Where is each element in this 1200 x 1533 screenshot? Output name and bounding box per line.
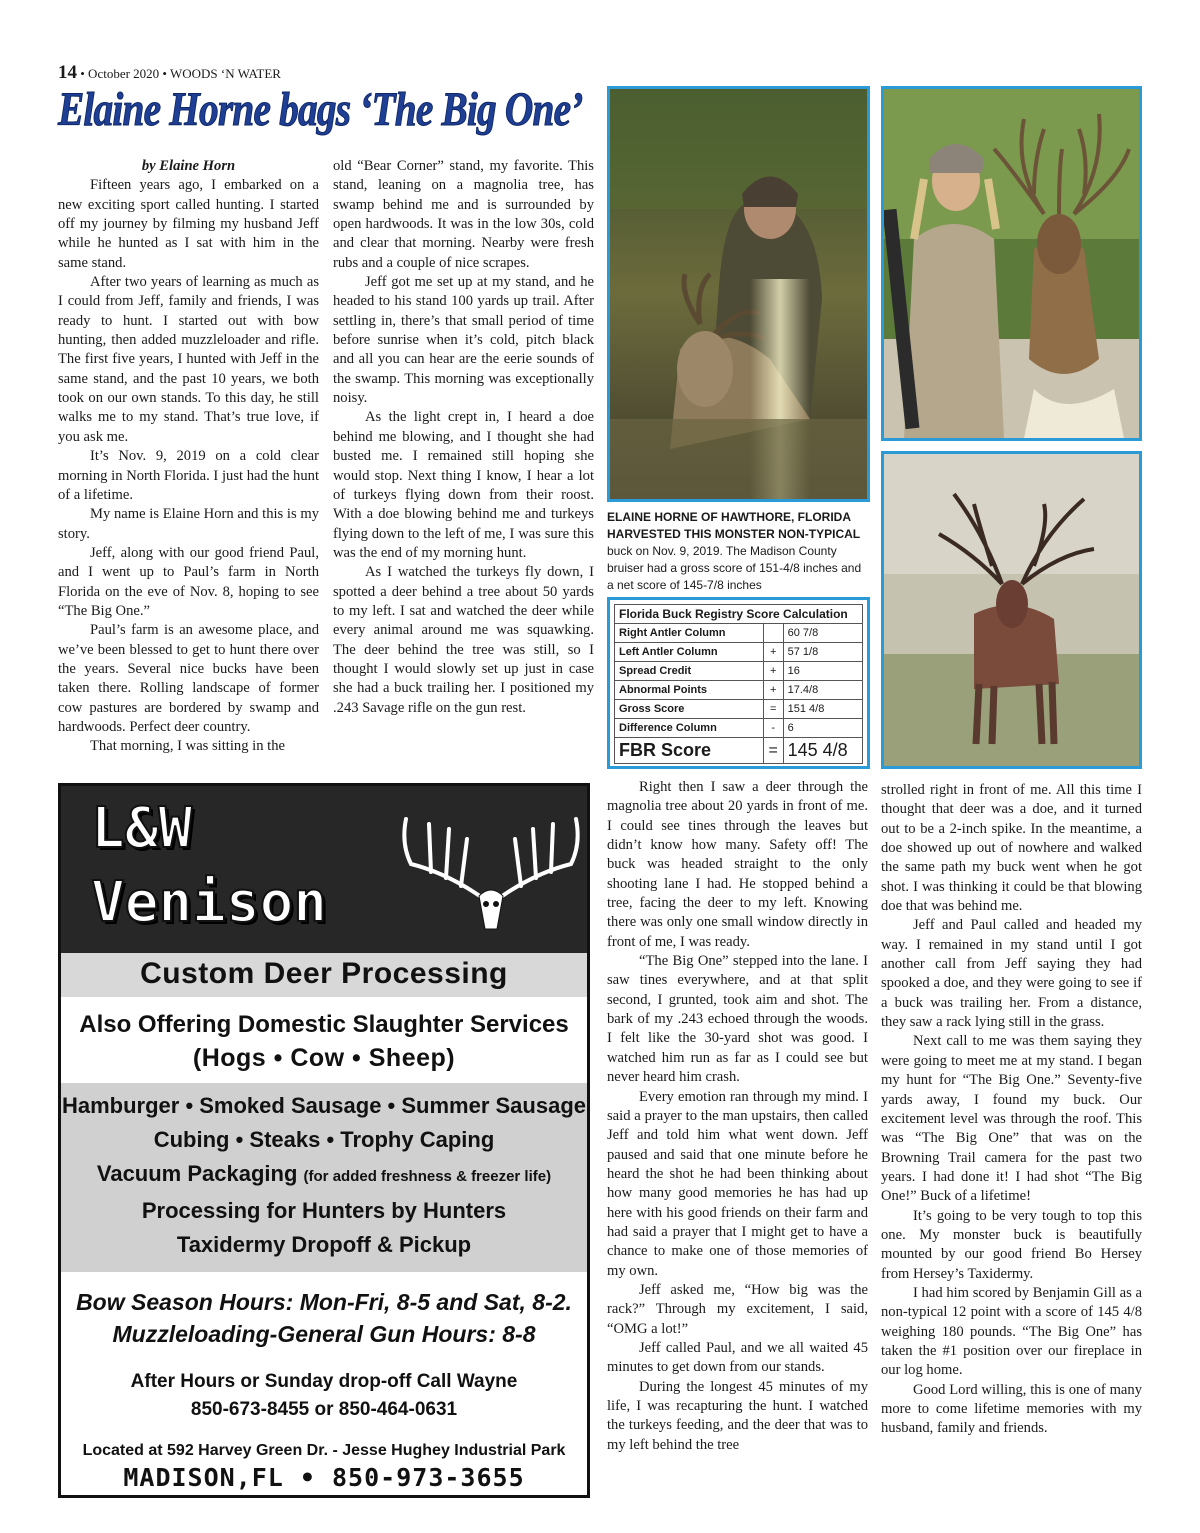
paragraph: Jeff asked me, “How big was the rack?” Through my excitement, I said, “OMG a lot!” bbox=[607, 1281, 868, 1337]
table-row bbox=[615, 700, 863, 719]
score-label: Difference Column bbox=[615, 719, 764, 738]
paragraph: Jeff and Paul called and headed my way. I remained in my stand until I got another call from Jeff saying they had spooked a doe, and they were going to see if a buck was trailing her. From a distance, they saw a rack lying still in the grass. bbox=[881, 917, 1142, 1031]
ad-after-hours: After Hours or Sunday drop-off Call Wayne bbox=[130, 1371, 518, 1392]
score-value: 16 bbox=[783, 662, 862, 681]
paragraph: Paul’s farm is an awesome place, and we’ve been blessed to get to hunt there over the years. Several nice bucks have been taken there. Rolling landscape of former cow pastures are bordered by swamp and hardwoods. Perfect deer country. bbox=[58, 622, 319, 735]
antler-skull-icon bbox=[391, 804, 591, 934]
page-folio bbox=[58, 62, 281, 84]
score-op: = bbox=[763, 700, 783, 719]
score-title: Florida Buck Registry Score Calculation bbox=[615, 605, 863, 624]
paragraph: Every emotion ran through my mind. I said a prayer to the man upstairs, then called Jeff and told him what went down. Jeff paused and said that one minute before he heard the shot he had been thinking about how many good memories he has had up here with his good friends on their farm and had said a prayer that I might get to have a chance to make one of those memories of my own. bbox=[607, 1088, 868, 1279]
ad-also-offering: Also Offering Domestic Slaughter Services bbox=[79, 1011, 569, 1038]
caption-lead: ELAINE HORNE OF HAWTHORE, FLORIDA HARVESTED THIS MONSTER NON-TYPICAL bbox=[607, 510, 861, 541]
photo-trail-camera-buck bbox=[881, 451, 1142, 769]
paragraph: That morning, I was sitting in the bbox=[90, 738, 285, 755]
score-op: + bbox=[763, 643, 783, 662]
table-row bbox=[615, 681, 863, 700]
paragraph: Right then I saw a deer through the magnolia tree about 20 yards in front of me. I could see tines through the leaves but didn’t know how many. Safety off! The buck was headed straight to the only shooting lane I had. He stopped behind a tree, facing the deer to my left. Knowing there was only one small window directly in front of me, I was ready. bbox=[607, 779, 868, 950]
photo-mounted-buck-image bbox=[884, 89, 1139, 438]
score-label: Right Antler Column bbox=[615, 624, 764, 643]
score-op: + bbox=[763, 681, 783, 700]
article-column-4 bbox=[881, 781, 1142, 1439]
score-table bbox=[614, 604, 863, 764]
score-label: Spread Credit bbox=[615, 662, 764, 681]
article-column-2 bbox=[333, 157, 594, 718]
ad-after-hours-phones: 850-673-8455 or 850-464-0631 bbox=[190, 1399, 458, 1420]
paragraph: Jeff got me set up at my stand, and he headed to his stand 100 yards up trail. After settling in, there’s that small period of time before sunrise when it’s cold, pitch black and all you can hear are the eerie sounds of the swamp. This morning was exceptionally noisy. bbox=[333, 274, 594, 407]
headline: Elaine Horne bags ‘The Big One’ bbox=[58, 83, 583, 136]
paragraph: Jeff, along with our good friend Paul, and I went up to Paul’s farm in North Florida on the eve of Nov. 8, hoping to see “The Big One.” bbox=[58, 544, 319, 619]
table-row bbox=[615, 662, 863, 681]
paragraph: As I watched the turkeys fly down, I spotted a deer behind a tree about 50 yards to my left. I sat and watched the deer while every animal around me was squawking. The deer behind the tree was still, so I thought I would slowly set up just in case she had a buck trailing her. I positioned my .243 Savage rifle on the gun rest. bbox=[333, 564, 594, 716]
score-op bbox=[763, 624, 783, 643]
ad-brand-line1: L&W bbox=[91, 796, 193, 861]
folio-text: • October 2020 • WOODS ‘N WATER bbox=[77, 66, 281, 81]
ad-service-item bbox=[61, 1157, 587, 1194]
paragraph: As the light crept in, I heard a doe behind me blowing, and I thought she had busted me. I remained still hoping she would stop. Next thing I know, I hear a lot of turkeys flying down from their roost. With a doe blowing behind me and turkeys flying down to the left of me, I was sure this was the end of my morning hunt. bbox=[333, 409, 594, 561]
score-label: Abnormal Points bbox=[615, 681, 764, 700]
ad-brand-line2: Venison bbox=[91, 870, 328, 935]
paragraph: Next call to me was them saying they were going to meet me at my stand. I began my hunt for “The Big One.” Seventy-five yards away, I found my buck. Our excitement level was through the roof. This was “The Big One” that was on the Browning Trail camera for the past two years. I had done it! I had shot “The Big One!” Buck of a lifetime! bbox=[881, 1033, 1142, 1205]
ad-services-list bbox=[61, 1083, 587, 1272]
ad-service-item: Cubing • Steaks • Trophy Caping bbox=[153, 1127, 495, 1152]
score-op: - bbox=[763, 719, 783, 738]
paragraph: After two years of learning as much as I could from Jeff, family and friends, I was ready to hunt. I started out with bow hunting, then added muzzleloader and rifle. The first five years, I hunted with Jeff in the same stand, and the past 10 years, we both took on our own stands. To this day, he still walks me to my stand. That’s true love, if you ask me. bbox=[58, 274, 319, 445]
ad-service-vacuum-note: (for added freshness & freezer life) bbox=[303, 1168, 552, 1185]
score-value: 17.4/8 bbox=[783, 681, 862, 700]
score-op: = bbox=[763, 738, 783, 764]
photo-hunter-with-buck-image bbox=[610, 89, 867, 499]
ad-service-item: Taxidermy Dropoff & Pickup bbox=[176, 1232, 472, 1257]
ad-service-item: Processing for Hunters by Hunters bbox=[141, 1198, 507, 1223]
ad-gun-hours: Muzzleloading-General Gun Hours: 8-8 bbox=[112, 1321, 536, 1347]
table-row bbox=[615, 643, 863, 662]
ad-header bbox=[61, 786, 587, 953]
paragraph: old “Bear Corner” stand, my favorite. This stand, leaning on a magnolia tree, has swamp behind me and is surrounded by open hardwoods. It was in the low 30s, cold and clear that morning. Nearby were fresh rubs and a couple of nice scrapes. bbox=[333, 158, 594, 271]
photo-trail-camera-image bbox=[884, 454, 1139, 766]
score-value: 6 bbox=[783, 719, 862, 738]
ad-service-item: Hamburger • Smoked Sausage • Summer Sausage bbox=[61, 1093, 587, 1118]
paragraph: I had him scored by Benjamin Gill as a non-typical 12 point with a score of 145 4/8 weighing 180 pounds. “The Big One” has taken the #1 position over our fireplace in our log home. bbox=[881, 1284, 1142, 1379]
score-value: 60 7/8 bbox=[783, 624, 862, 643]
table-row bbox=[615, 719, 863, 738]
photo-mounted-buck bbox=[881, 86, 1142, 441]
paragraph: Jeff called Paul, and we all waited 45 minutes to get down from our stands. bbox=[607, 1339, 868, 1376]
article-column-1 bbox=[58, 157, 319, 757]
article-column-3 bbox=[607, 778, 868, 1455]
page-number: 14 bbox=[58, 62, 77, 83]
ad-tagline: Custom Deer Processing bbox=[61, 953, 587, 997]
paragraph: My name is Elaine Horn and this is my story. bbox=[58, 506, 319, 542]
paragraph: strolled right in front of me. All this time I thought that deer was a doe, and it turned out to be a 2-inch spike. In the meantime, a doe showed up out of nowhere and walked the same path my buck went when he got shot. I was thinking it could be that blowing doe that was behind me. bbox=[881, 782, 1142, 915]
ad-city-phone: MADISON,FL • 850-973-3655 bbox=[123, 1463, 525, 1492]
fbr-score-label: FBR Score bbox=[615, 738, 764, 764]
fbr-score-value: 145 4/8 bbox=[783, 738, 862, 764]
paragraph: It’s Nov. 9, 2019 on a cold clear morning in North Florida. I just had the hunt of a lifetime. bbox=[58, 448, 319, 503]
score-value: 151 4/8 bbox=[783, 700, 862, 719]
advertisement bbox=[58, 783, 590, 1498]
ad-location: Located at 592 Harvey Green Dr. - Jesse Hughey Industrial Park bbox=[82, 1442, 566, 1459]
photo-hunter-with-buck bbox=[607, 86, 870, 502]
score-card bbox=[607, 597, 870, 769]
ad-service-vacuum: Vacuum Packaging bbox=[96, 1161, 298, 1186]
byline: by Elaine Horn bbox=[141, 158, 236, 174]
paragraph: It’s going to be very tough to top this one. My monster buck is beautifully mounted by our good friend Bo Hersey from Hersey’s Taxidermy. bbox=[881, 1207, 1142, 1282]
ad-bow-season-hours: Bow Season Hours: Mon-Fri, 8-5 and Sat, 8-2. bbox=[76, 1289, 572, 1315]
table-row bbox=[615, 624, 863, 643]
caption-text: buck on Nov. 9, 2019. The Madison County bruiser had a gross score of 151-4/8 inches and a net score of 145-7/8 inches bbox=[607, 544, 862, 592]
table-row bbox=[615, 738, 863, 764]
paragraph: During the longest 45 minutes of my life, I was recapturing the hunt. I watched the turkeys feeding, and the deer that was to my left behind the tree bbox=[607, 1378, 868, 1453]
ad-animals: (Hogs • Cow • Sheep) bbox=[192, 1044, 456, 1072]
score-value: 57 1/8 bbox=[783, 643, 862, 662]
paragraph: Fifteen years ago, I embarked on a new exciting sport called hunting. I started off my journey by filming my husband Jeff while he hunted as I sat with him in the same stand. bbox=[58, 177, 319, 271]
photo-caption bbox=[607, 509, 870, 594]
score-label: Gross Score bbox=[615, 700, 764, 719]
score-label: Left Antler Column bbox=[615, 643, 764, 662]
score-op: + bbox=[763, 662, 783, 681]
paragraph: Good Lord willing, this is one of many more to come lifetime memories with my husband, family and friends. bbox=[881, 1381, 1142, 1437]
paragraph: “The Big One” stepped into the lane. I saw tines everywhere, and at that split second, I grunted, took aim and shot. The bark of my .243 echoed through the woods. I felt like the 30-yard shot was good. I watched him run as far as I could see but never heard him crash. bbox=[607, 953, 868, 1086]
